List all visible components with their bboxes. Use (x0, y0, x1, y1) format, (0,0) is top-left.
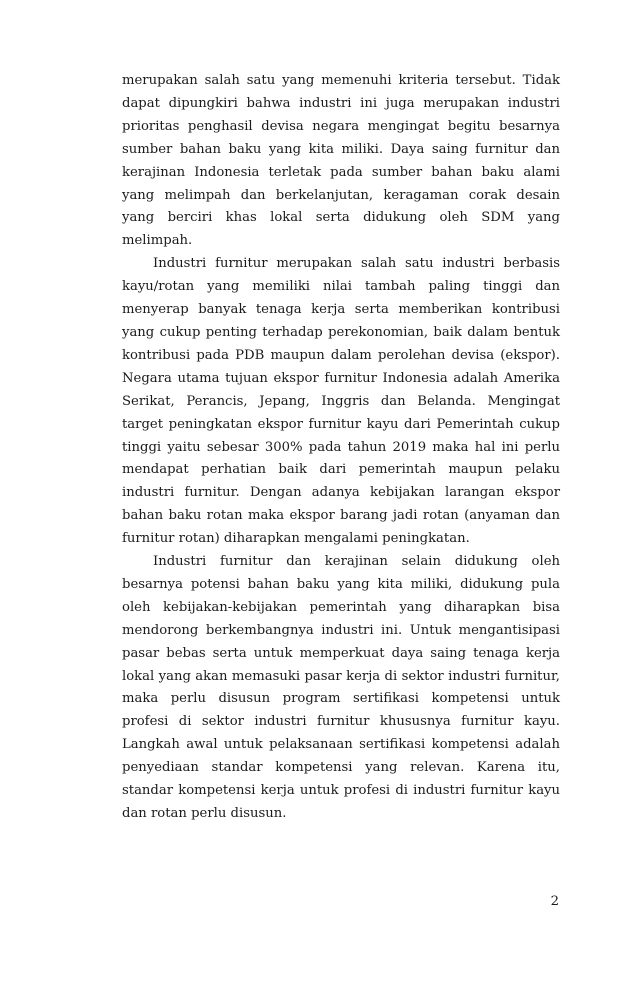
paragraph-3: Industri furnitur dan kerajinan selain didukung oleh besarnya potensi bahan baku yang kita miliki, didukung pula oleh kebijakan-kebijakan pemerintah yang diharapkan bisa mendorong berkembangnya industri ini. Untuk mengantisipasi pasar bebas serta untuk memperkuat daya saing tenaga kerja lokal yang akan memasuki pasar kerja di sektor industri furnitur, maka perlu disusun program sertifikasi kompetensi untuk profesi di sektor industri furnitur khususnya furnitur kayu. Langkah awal untuk pelaksanaan sertifikasi kompetensi adalah penyediaan standar kompetensi yang relevan. Karena itu, standar kompetensi kerja untuk profesi di industri furnitur kayu dan rotan perlu disusun. (122, 554, 560, 821)
page-number: 2 (550, 894, 559, 909)
body-text (122, 70, 560, 826)
paragraph-2: Industri furnitur merupakan salah satu industri berbasis kayu/rotan yang memiliki nilai tambah paling tinggi dan menyerap banyak tenaga kerja serta memberikan kontribusi yang cukup penting terhadap perekonomian, baik dalam bentuk kontribusi pada PDB maupun dalam perolehan devisa (ekspor). Negara utama tujuan ekspor furnitur Indonesia adalah Amerika Serikat, Perancis, Jepang, Inggris dan Belanda. Mengingat target peningkatan ekspor furnitur kayu dari Pemerintah cukup tinggi yaitu sebesar 300% pada tahun 2019 maka hal ini perlu mendapat perhatian baik dari pemerintah maupun pelaku industri furnitur. Dengan adanya kebijakan larangan ekspor bahan baku rotan maka ekspor barang jadi rotan (anyaman dan furnitur rotan) diharapkan mengalami peningkatan. (122, 256, 560, 547)
paragraph-1: merupakan salah satu yang memenuhi kriteria tersebut. Tidak dapat dipungkiri bahwa industri ini juga merupakan industri prioritas penghasil devisa negara mengingat begitu besarnya sumber bahan baku yang kita miliki. Daya saing furnitur dan kerajinan Indonesia terletak pada sumber bahan baku alami yang melimpah dan berkelanjutan, keragaman corak desain yang berciri khas lokal serta didukung oleh SDM yang melimpah. (122, 73, 560, 249)
